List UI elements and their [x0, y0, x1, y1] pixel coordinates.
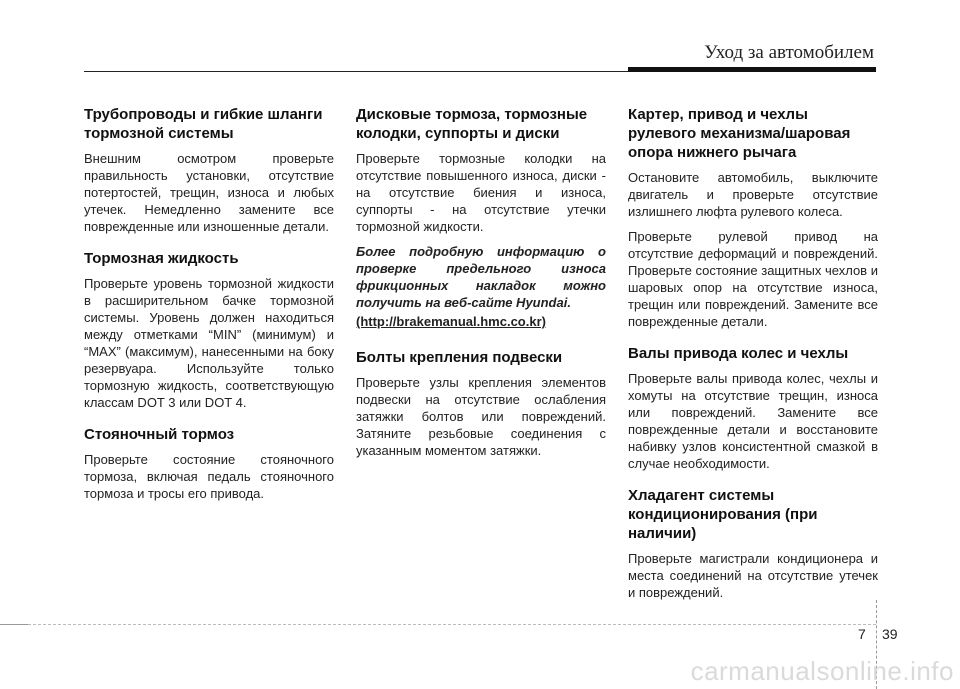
- chapter-number: 7: [858, 626, 866, 642]
- crop-line: [28, 624, 876, 625]
- section-text: Проверьте валы привода колес, чехлы и хомуты на отсутствие трещин, износа или повреждений. Замените все поврежденные детали и восстановите набивку узлов консистентной смазкой в случае необходимости.: [628, 371, 878, 471]
- section-text: Проверьте рулевой привод на отсутствие деформаций и повреждений. Проверьте состояние защитных чехлов и шаровых опор на отсутствие износа, трещин или повреждений. Замените все поврежденные детали.: [628, 229, 878, 329]
- section-disc-brakes: [356, 105, 606, 330]
- section-heading: Трубопроводы и гибкие шланги тормозной системы: [84, 106, 323, 142]
- section-heading: Хладагент системы кондиционирования (при наличии): [628, 487, 818, 542]
- column-1: [84, 105, 334, 516]
- header-rule: [84, 71, 629, 72]
- section-text: Внешним осмотром проверьте правильность установки, отсутствие потертостей, трещин, износа и любых утечек. Немедленно замените все поврежденные или изношенные детали.: [84, 151, 334, 234]
- section-text: Остановите автомобиль, выключите двигатель и проверьте отсутствие излишнего люфта рулевого колеса.: [628, 170, 878, 219]
- section-text: Проверьте магистрали кондиционера и места соединений на отсутствие утечек и повреждений.: [628, 551, 878, 600]
- watermark: carmanualsonline.info: [690, 656, 954, 686]
- section-ac-refrigerant: [628, 486, 878, 601]
- section-suspension-bolts: [356, 348, 606, 459]
- brake-manual-link[interactable]: (http://brakemanual.hmc.co.kr): [356, 314, 546, 329]
- section-brake-lines: [84, 105, 334, 235]
- section-heading: Тормозная жидкость: [84, 250, 239, 267]
- section-text: Проверьте уровень тормозной жидкости в расширительном бачке тормозной системы. Уровень должен находиться между отметками “MIN” (минимум) и “MAX” (максимум), нанесенными на боку резервуара. Используйте только тормозную жидкость, соответствующую классам DOT 3 или DOT 4.: [84, 276, 334, 410]
- section-text: Проверьте узлы крепления элементов подвески на отсутствие ослабления затяжки болтов или повреждений. Затяните резьбовые соединения с указанным моментом затяжки.: [356, 375, 606, 458]
- section-heading: Картер, привод и чехлы рулевого механизма/шаровая опора нижнего рычага: [628, 106, 851, 161]
- page-header-title: Уход за автомобилем: [704, 42, 874, 63]
- section-heading: Стояночный тормоз: [84, 426, 235, 443]
- page-number: 39: [882, 626, 898, 642]
- section-text: Проверьте тормозные колодки на отсутствие повышенного износа, диски - на отсутствие биения и износа, суппорты - на отсутствие утечки тормозной жидкости.: [356, 151, 606, 234]
- section-steering: [628, 105, 878, 330]
- section-text: Проверьте состояние стояночного тормоза, включая педаль стояночного тормоза и тросы его привода.: [84, 452, 334, 501]
- section-drive-shafts: [628, 344, 878, 472]
- section-heading: Дисковые тормоза, тормозные колодки, суппорты и диски: [356, 106, 588, 142]
- header-rule-accent: [628, 67, 876, 72]
- column-3: [628, 105, 878, 615]
- emphasis-note: Более подробную информацию о проверке предельного износа фрикционных накладок можно получить на веб-сайте Hyundai.: [356, 244, 606, 310]
- column-2: [356, 105, 606, 473]
- section-brake-fluid: [84, 249, 334, 411]
- crop-mark: [0, 624, 28, 625]
- section-heading: Валы привода колес и чехлы: [628, 345, 849, 362]
- section-parking-brake: [84, 425, 334, 502]
- section-heading: Болты крепления подвески: [356, 349, 563, 366]
